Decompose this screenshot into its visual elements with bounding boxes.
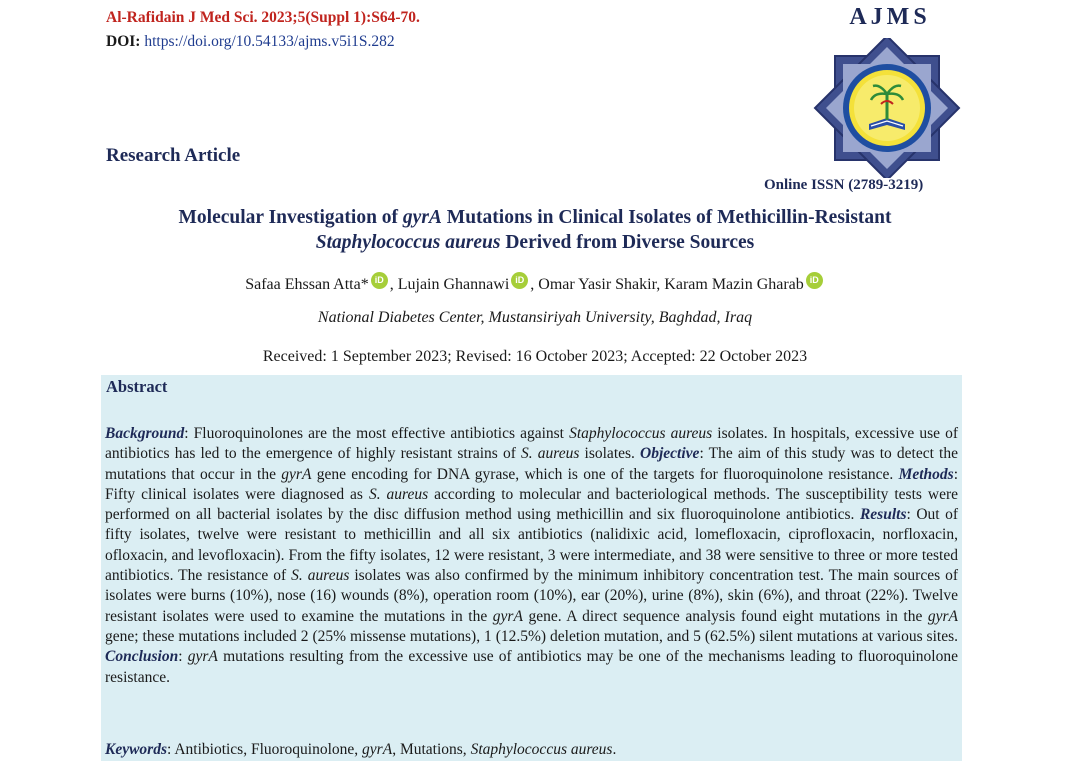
keywords-line (105, 741, 958, 759)
keywords-run: : Antibiotics, Fluoroquinolone, (167, 741, 363, 758)
journal-logo-emblem (787, 38, 987, 178)
gene-name: gyrA (187, 648, 218, 666)
affiliation: National Diabetes Center, Mustansiriyah University, Baghdad, Iraq (317, 309, 753, 326)
publication-dates: Received: 1 September 2023; Revised: 16 October 2023; Accepted: 22 October 2023 (262, 348, 808, 365)
abstract-run: : Fluoroquinolones are the most effective antibiotics against (184, 425, 570, 442)
species-name: S. aureus (368, 485, 429, 503)
author-name: Lujain Ghannawi (397, 276, 510, 293)
abstract-run: isolates was also confirmed by the minimum inhibitory concentration test. The main sources of isolates were burns (10%), nose (16) wounds (8%), operation room (10%), ear (20%), urine (8%), skin (6%), and throat (22%). Twelve resistant isolates were used to examine the mutations in the (105, 567, 958, 625)
abstract-run: : (178, 648, 188, 666)
orcid-icon[interactable]: iD (511, 272, 528, 289)
article-title (106, 205, 964, 255)
author-list (106, 272, 964, 294)
keywords-label: Keywords (105, 741, 167, 758)
doi-link[interactable]: https://doi.org/10.54133/ajms.v5i1S.282 (144, 33, 395, 50)
conclusion-label: Conclusion (105, 648, 179, 666)
author-name: Omar Yasir Shakir, Karam Mazin Gharab (538, 276, 804, 293)
background-label: Background (105, 425, 185, 442)
title-part-2: Mutations in Clinical Isolates of Methicillin-Resistant (441, 207, 892, 228)
species-name: Staphylococcus aureus (470, 741, 613, 758)
keywords-run: . (612, 741, 617, 758)
doi-line (106, 33, 395, 51)
abstract-run: gene. A direct sequence analysis found eight mutations in the (522, 607, 928, 625)
results-label: Results (859, 506, 907, 524)
species-name: S. aureus (521, 445, 580, 463)
gene-name: gyrA (281, 465, 312, 483)
abstract-text (105, 424, 958, 688)
abstract-run: isolates. In hospitals, excessive use of antibiotics has led to the emergence of highly resistant strains of (105, 425, 958, 463)
orcid-icon[interactable]: iD (371, 272, 388, 289)
abstract-run: mutations resulting from the excessive use of antibiotics may be one of the mechanisms leading to fluoroquinolone resistance. (105, 648, 958, 686)
online-issn: Online ISSN (2789-3219) (764, 177, 924, 193)
gene-name: gyrA (927, 607, 959, 625)
objective-label: Objective (640, 445, 700, 463)
species-name: S. aureus (291, 567, 350, 585)
abstract-heading: Abstract (106, 377, 168, 396)
author-name: Safaa Ehssan Atta* (245, 276, 369, 293)
author-separator: , (530, 276, 539, 293)
journal-logo-title: AJMS (849, 4, 931, 30)
methods-label: Methods (898, 465, 954, 483)
title-part-3: Derived from Diverse Sources (500, 232, 755, 253)
title-part-1: Molecular Investigation of (178, 207, 403, 228)
abstract-run: isolates. (579, 445, 641, 463)
abstract-run: : Fifty clinical isolates were diagnosed as (105, 465, 958, 503)
gene-name: gyrA (492, 607, 523, 625)
journal-reference: Al-Rafidain J Med Sci. 2023;5(Suppl 1):S64-70. (106, 9, 420, 26)
abstract-run: gene; these mutations included 2 (25% missense mutations), 1 (12.5%) deletion mutation, and 5 (62.5%) silent mutations at various sites. (105, 627, 958, 645)
abstract-run: gene encoding for DNA gyrase, which is one of the targets for fluoroquinolone resistance. (311, 465, 899, 483)
doi-label: DOI: (106, 33, 141, 50)
orcid-icon[interactable]: iD (806, 272, 823, 289)
abstract-run: : The aim of this study was to detect the mutations that occur in the (105, 445, 958, 483)
article-type: Research Article (106, 145, 241, 166)
title-gene: gyrA (402, 207, 442, 228)
abstract-run: : Out of fifty isolates, twelve were resistant to methicillin and all six antibiotics (nalidixic acid, lomefloxacin, ciprofloxacin, norfloxacin, ofloxacin, and levofloxacin). From the fifty isolates, 12 were resistant, 3 were intermediate, and 38 were sensitive to three or more tested antibiotics. The resistance of (105, 506, 959, 585)
species-name: Staphylococcus aureus (569, 425, 713, 442)
author-separator: , (389, 276, 398, 293)
title-species: Staphylococcus aureus (315, 232, 501, 253)
abstract-run: according to molecular and bacteriological methods. The susceptibility tests were performed on all bacterial isolates by the disc diffusion method using methicillin and six fluoroquinolone antibiotics. (105, 485, 958, 524)
gene-name: gyrA (362, 741, 393, 758)
keywords-run: , Mutations, (392, 741, 471, 758)
